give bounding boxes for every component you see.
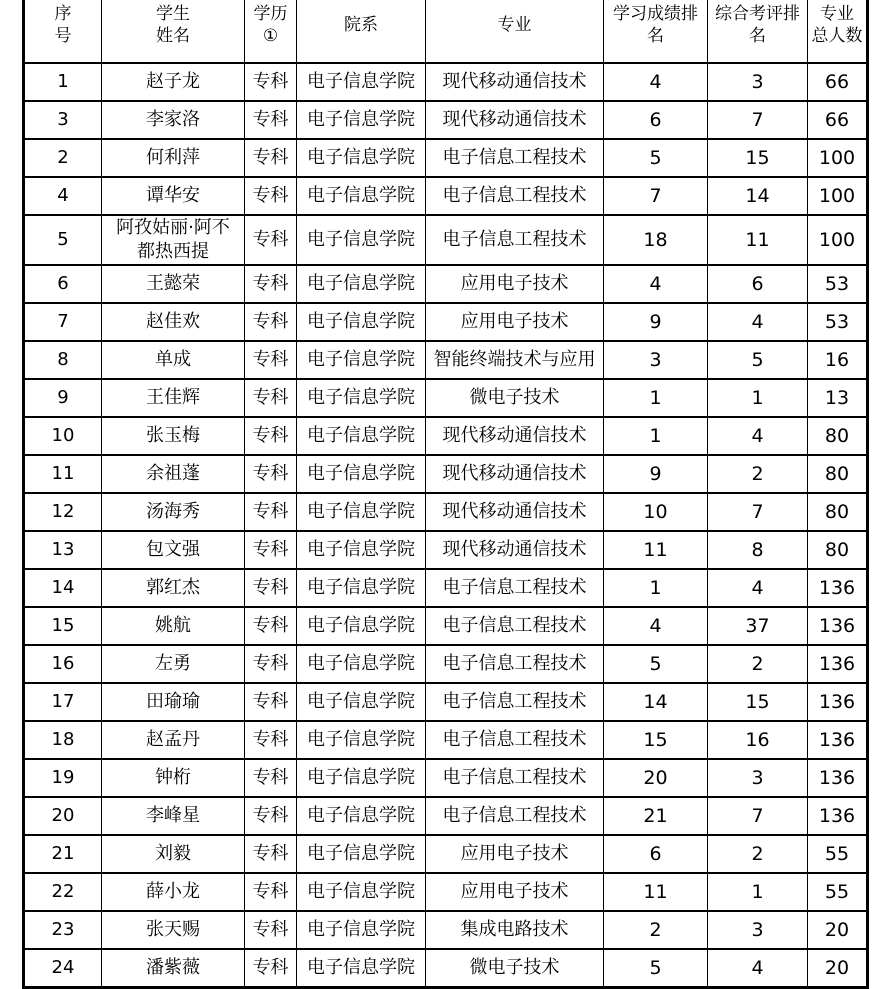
cell-student-name: 赵子龙 [102,63,245,101]
cell-student-name: 郭红杰 [102,569,245,607]
table-row [24,645,868,683]
column-header-label [604,0,707,50]
column-header-line: 学生 [156,4,190,24]
cell-index: 9 [24,379,102,417]
cell-department: 电子信息学院 [297,607,426,645]
cell-academic-rank: 6 [604,835,708,873]
table-row [24,215,868,265]
column-header-line: 学习成绩排 [613,4,698,24]
cell-degree: 专科 [245,265,297,303]
cell-student-name: 田瑜瑜 [102,683,245,721]
cell-index: 7 [24,303,102,341]
cell-degree: 专科 [245,303,297,341]
cell-degree: 专科 [245,911,297,949]
cell-index: 2 [24,139,102,177]
table-row [24,455,868,493]
column-header-line: 总人数 [811,26,863,46]
column-header-label [808,0,866,50]
cell-major-total: 20 [808,911,868,949]
cell-degree: 专科 [245,493,297,531]
cell-major-total: 66 [808,101,868,139]
cell-major: 现代移动通信技术 [426,493,604,531]
column-header-label [297,0,425,50]
table-row [24,873,868,911]
cell-major-total: 136 [808,569,868,607]
column-header [808,0,868,63]
cell-major-total: 80 [808,455,868,493]
cell-overall-rank: 3 [708,911,808,949]
cell-degree: 专科 [245,949,297,988]
cell-academic-rank: 3 [604,341,708,379]
cell-department: 电子信息学院 [297,303,426,341]
table-row [24,341,868,379]
cell-major-total: 136 [808,797,868,835]
column-header-line: 院系 [344,15,378,35]
cell-overall-rank: 2 [708,645,808,683]
cell-academic-rank: 11 [604,873,708,911]
column-header [604,0,708,63]
cell-index: 5 [24,215,102,265]
column-header-line: ① [262,26,279,46]
cell-student-name: 何利萍 [102,139,245,177]
column-header-label [102,0,244,50]
cell-department: 电子信息学院 [297,797,426,835]
cell-degree: 专科 [245,721,297,759]
cell-department: 电子信息学院 [297,139,426,177]
cell-student-name: 谭华安 [102,177,245,215]
cell-major-total: 136 [808,683,868,721]
table-row [24,493,868,531]
cell-overall-rank: 4 [708,949,808,988]
table-row [24,531,868,569]
table-row [24,569,868,607]
column-header-line: 专业 [497,15,532,35]
cell-major-total: 53 [808,303,868,341]
cell-major: 电子信息工程技术 [426,797,604,835]
table-row [24,379,868,417]
cell-academic-rank: 5 [604,139,708,177]
column-header-label [708,0,807,50]
cell-degree: 专科 [245,379,297,417]
cell-academic-rank: 1 [604,569,708,607]
cell-degree: 专科 [245,873,297,911]
cell-degree: 专科 [245,569,297,607]
cell-major: 微电子技术 [426,379,604,417]
cell-index: 23 [24,911,102,949]
student-ranking-table [22,0,869,989]
cell-major-total: 136 [808,645,868,683]
cell-major-total: 136 [808,607,868,645]
column-header-label [426,0,603,50]
cell-overall-rank: 7 [708,797,808,835]
cell-index: 19 [24,759,102,797]
cell-overall-rank: 1 [708,873,808,911]
table-row [24,177,868,215]
cell-index: 1 [24,63,102,101]
cell-student-name: 包文强 [102,531,245,569]
cell-major: 电子信息工程技术 [426,721,604,759]
column-header [297,0,426,63]
cell-major: 电子信息工程技术 [426,139,604,177]
cell-major-total: 16 [808,341,868,379]
cell-overall-rank: 4 [708,569,808,607]
cell-degree: 专科 [245,63,297,101]
table-header [24,0,868,63]
cell-academic-rank: 10 [604,493,708,531]
cell-student-name: 李峰星 [102,797,245,835]
column-header-line: 综合考评排 [715,4,800,24]
column-header-line: 名 [749,26,766,46]
cell-department: 电子信息学院 [297,569,426,607]
cell-student-name: 赵孟丹 [102,721,245,759]
cell-major: 微电子技术 [426,949,604,988]
cell-major: 应用电子技术 [426,835,604,873]
cell-student-name: 单成 [102,341,245,379]
cell-degree: 专科 [245,835,297,873]
table-row [24,607,868,645]
cell-overall-rank: 2 [708,455,808,493]
cell-index: 20 [24,797,102,835]
cell-student-name: 姚航 [102,607,245,645]
cell-major: 应用电子技术 [426,265,604,303]
cell-overall-rank: 11 [708,215,808,265]
cell-academic-rank: 15 [604,721,708,759]
cell-academic-rank: 4 [604,63,708,101]
cell-index: 11 [24,455,102,493]
column-header-line: 学历 [253,4,288,24]
cell-department: 电子信息学院 [297,493,426,531]
table-row [24,63,868,101]
cell-index: 8 [24,341,102,379]
cell-department: 电子信息学院 [297,101,426,139]
cell-major-total: 55 [808,835,868,873]
cell-overall-rank: 6 [708,265,808,303]
cell-academic-rank: 9 [604,303,708,341]
cell-student-name: 左勇 [102,645,245,683]
cell-major: 智能终端技术与应用 [426,341,604,379]
cell-student-name: 薛小龙 [102,873,245,911]
cell-student-name: 潘紫薇 [102,949,245,988]
cell-overall-rank: 16 [708,721,808,759]
cell-overall-rank: 7 [708,493,808,531]
column-header [708,0,808,63]
cell-index: 6 [24,265,102,303]
cell-degree: 专科 [245,341,297,379]
column-header-line: 名 [647,26,664,46]
cell-major: 电子信息工程技术 [426,607,604,645]
cell-department: 电子信息学院 [297,683,426,721]
table-row [24,911,868,949]
cell-academic-rank: 2 [604,911,708,949]
table-row [24,835,868,873]
table-row [24,721,868,759]
column-header [426,0,604,63]
cell-major: 现代移动通信技术 [426,455,604,493]
cell-major: 集成电路技术 [426,911,604,949]
cell-index: 10 [24,417,102,455]
cell-major-total: 20 [808,949,868,988]
cell-academic-rank: 20 [604,759,708,797]
cell-degree: 专科 [245,417,297,455]
cell-degree: 专科 [245,531,297,569]
cell-student-name: 张玉梅 [102,417,245,455]
cell-overall-rank: 3 [708,63,808,101]
cell-major: 电子信息工程技术 [426,177,604,215]
cell-index: 12 [24,493,102,531]
table-row [24,303,868,341]
cell-major: 应用电子技术 [426,303,604,341]
cell-department: 电子信息学院 [297,341,426,379]
cell-degree: 专科 [245,215,297,265]
cell-major-total: 66 [808,63,868,101]
cell-academic-rank: 14 [604,683,708,721]
table-row [24,101,868,139]
cell-department: 电子信息学院 [297,379,426,417]
cell-student-name: 王懿荣 [102,265,245,303]
cell-major: 现代移动通信技术 [426,531,604,569]
cell-department: 电子信息学院 [297,63,426,101]
cell-index: 17 [24,683,102,721]
cell-major: 现代移动通信技术 [426,101,604,139]
table-row [24,417,868,455]
cell-major-total: 100 [808,177,868,215]
cell-academic-rank: 4 [604,265,708,303]
cell-department: 电子信息学院 [297,455,426,493]
header-row [24,0,868,63]
cell-major-total: 136 [808,721,868,759]
table-row [24,949,868,988]
column-header-label [245,0,296,50]
cell-department: 电子信息学院 [297,873,426,911]
cell-academic-rank: 1 [604,417,708,455]
cell-degree: 专科 [245,797,297,835]
cell-academic-rank: 7 [604,177,708,215]
cell-department: 电子信息学院 [297,417,426,455]
cell-index: 16 [24,645,102,683]
cell-academic-rank: 5 [604,949,708,988]
table-row [24,797,868,835]
cell-department: 电子信息学院 [297,531,426,569]
cell-academic-rank: 1 [604,379,708,417]
cell-degree: 专科 [245,139,297,177]
cell-major-total: 53 [808,265,868,303]
cell-academic-rank: 11 [604,531,708,569]
cell-major-total: 80 [808,531,868,569]
table-row [24,139,868,177]
cell-major: 电子信息工程技术 [426,683,604,721]
cell-overall-rank: 4 [708,303,808,341]
cell-student-name: 余祖蓬 [102,455,245,493]
table-row [24,265,868,303]
cell-overall-rank: 2 [708,835,808,873]
cell-major: 现代移动通信技术 [426,417,604,455]
cell-overall-rank: 5 [708,341,808,379]
table-body [24,63,868,988]
cell-index: 4 [24,177,102,215]
cell-student-name: 王佳辉 [102,379,245,417]
cell-student-name: 李家洛 [102,101,245,139]
cell-department: 电子信息学院 [297,177,426,215]
cell-department: 电子信息学院 [297,835,426,873]
cell-major: 现代移动通信技术 [426,63,604,101]
cell-academic-rank: 6 [604,101,708,139]
cell-degree: 专科 [245,759,297,797]
cell-degree: 专科 [245,683,297,721]
cell-degree: 专科 [245,101,297,139]
cell-academic-rank: 5 [604,645,708,683]
cell-index: 18 [24,721,102,759]
column-header-line: 专业 [820,4,854,24]
cell-index: 15 [24,607,102,645]
cell-major: 电子信息工程技术 [426,645,604,683]
cell-overall-rank: 7 [708,101,808,139]
column-header-line: 号 [54,26,72,46]
cell-major-total: 13 [808,379,868,417]
cell-overall-rank: 3 [708,759,808,797]
cell-academic-rank: 4 [604,607,708,645]
cell-major: 电子信息工程技术 [426,215,604,265]
cell-overall-rank: 37 [708,607,808,645]
cell-overall-rank: 14 [708,177,808,215]
cell-major: 电子信息工程技术 [426,759,604,797]
cell-academic-rank: 18 [604,215,708,265]
cell-student-name: 阿孜姑丽·阿不都热西提 [102,215,245,265]
cell-student-name: 赵佳欢 [102,303,245,341]
cell-department: 电子信息学院 [297,721,426,759]
cell-major-total: 100 [808,215,868,265]
cell-index: 3 [24,101,102,139]
cell-degree: 专科 [245,645,297,683]
cell-department: 电子信息学院 [297,911,426,949]
cell-index: 22 [24,873,102,911]
cell-academic-rank: 9 [604,455,708,493]
table-row [24,683,868,721]
cell-major: 电子信息工程技术 [426,569,604,607]
cell-student-name: 钟桁 [102,759,245,797]
cell-student-name: 汤海秀 [102,493,245,531]
cell-department: 电子信息学院 [297,949,426,988]
column-header [102,0,245,63]
cell-major-total: 80 [808,493,868,531]
column-header-label [25,0,101,50]
cell-degree: 专科 [245,455,297,493]
cell-student-name: 张天赐 [102,911,245,949]
cell-overall-rank: 8 [708,531,808,569]
cell-student-name: 刘毅 [102,835,245,873]
cell-major: 应用电子技术 [426,873,604,911]
cell-degree: 专科 [245,607,297,645]
cell-department: 电子信息学院 [297,645,426,683]
cell-major-total: 80 [808,417,868,455]
column-header-line: 序 [54,4,72,24]
cell-overall-rank: 15 [708,139,808,177]
cell-academic-rank: 21 [604,797,708,835]
cell-index: 24 [24,949,102,988]
cell-department: 电子信息学院 [297,265,426,303]
column-header-line: 姓名 [156,26,190,46]
cell-index: 21 [24,835,102,873]
column-header [245,0,297,63]
cell-overall-rank: 4 [708,417,808,455]
cell-overall-rank: 1 [708,379,808,417]
cell-major-total: 100 [808,139,868,177]
cell-major-total: 55 [808,873,868,911]
cell-major-total: 136 [808,759,868,797]
table-row [24,759,868,797]
cell-department: 电子信息学院 [297,215,426,265]
cell-index: 13 [24,531,102,569]
column-header [24,0,102,63]
cell-index: 14 [24,569,102,607]
cell-department: 电子信息学院 [297,759,426,797]
cell-overall-rank: 15 [708,683,808,721]
cell-degree: 专科 [245,177,297,215]
